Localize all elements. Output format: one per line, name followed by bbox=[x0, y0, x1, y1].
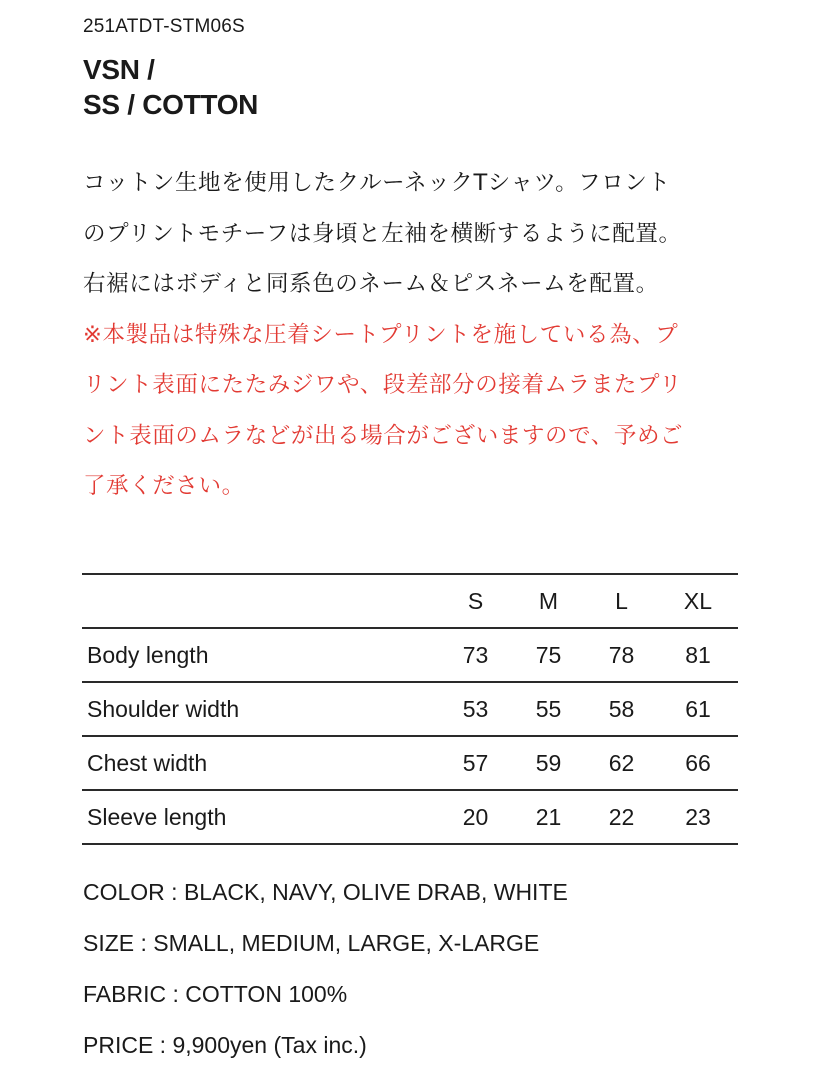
size-column-header: M bbox=[512, 574, 585, 628]
measurement-value: 58 bbox=[585, 682, 658, 736]
table-row bbox=[82, 736, 738, 790]
measurement-value: 57 bbox=[439, 736, 512, 790]
measurement-value: 53 bbox=[439, 682, 512, 736]
product-description bbox=[83, 158, 763, 512]
description-line: のプリントモチーフは身頃と左袖を横断するように配置。 bbox=[83, 220, 682, 247]
size-column-header: L bbox=[585, 574, 658, 628]
spec-price: PRICE : 9,900yen (Tax inc.) bbox=[83, 1032, 367, 1058]
measurement-value: 55 bbox=[512, 682, 585, 736]
size-chart-header-row bbox=[82, 574, 738, 628]
spec-fabric: FABRIC : COTTON 100% bbox=[83, 981, 348, 1007]
measurement-value: 73 bbox=[439, 628, 512, 682]
measurement-value: 78 bbox=[585, 628, 658, 682]
measurement-value: 21 bbox=[512, 790, 585, 844]
measurement-label: Body length bbox=[82, 628, 439, 682]
print-care-note-line: ント表面のムラなどが出る場合がございますので、予めご bbox=[83, 422, 684, 449]
product-title-line-2: SS / COTTON bbox=[83, 89, 259, 120]
print-care-note-line: 了承ください。 bbox=[83, 473, 245, 499]
print-care-note-line: ※本製品は特殊な圧着シートプリントを施している為、プ bbox=[83, 321, 679, 348]
measurement-value: 75 bbox=[512, 628, 585, 682]
measurement-label: Sleeve length bbox=[82, 790, 439, 844]
measurement-value: 66 bbox=[658, 736, 738, 790]
spec-size: SIZE : SMALL, MEDIUM, LARGE, X-LARGE bbox=[83, 930, 540, 956]
product-specs bbox=[83, 867, 568, 1071]
measurement-value: 59 bbox=[512, 736, 585, 790]
spec-color: COLOR : BLACK, NAVY, OLIVE DRAB, WHITE bbox=[83, 879, 568, 905]
measurement-value: 81 bbox=[658, 628, 738, 682]
measurement-value: 23 bbox=[658, 790, 738, 844]
description-line: 右裾にはボディと同系色のネーム＆ピスネームを配置。 bbox=[83, 271, 659, 297]
table-row bbox=[82, 682, 738, 736]
size-chart-table bbox=[82, 573, 738, 845]
product-code: 251ATDT-STM06S bbox=[83, 16, 245, 37]
size-column-header: XL bbox=[658, 574, 738, 628]
size-column-header: S bbox=[439, 574, 512, 628]
measurement-label: Shoulder width bbox=[82, 682, 439, 736]
measurement-value: 62 bbox=[585, 736, 658, 790]
description-line: コットン生地を使用したクルーネックTシャツ。フロント bbox=[83, 170, 671, 196]
size-chart-corner-cell bbox=[82, 574, 439, 628]
measurement-label: Chest width bbox=[82, 736, 439, 790]
measurement-value: 22 bbox=[585, 790, 658, 844]
measurement-value: 61 bbox=[658, 682, 738, 736]
table-row bbox=[82, 790, 738, 844]
table-row bbox=[82, 628, 738, 682]
product-title bbox=[83, 52, 258, 122]
product-title-line-1: VSN / bbox=[83, 54, 155, 85]
print-care-note-line: リント表面にたたみジワや、段差部分の接着ムラまたプリ bbox=[83, 372, 683, 398]
measurement-value: 20 bbox=[439, 790, 512, 844]
